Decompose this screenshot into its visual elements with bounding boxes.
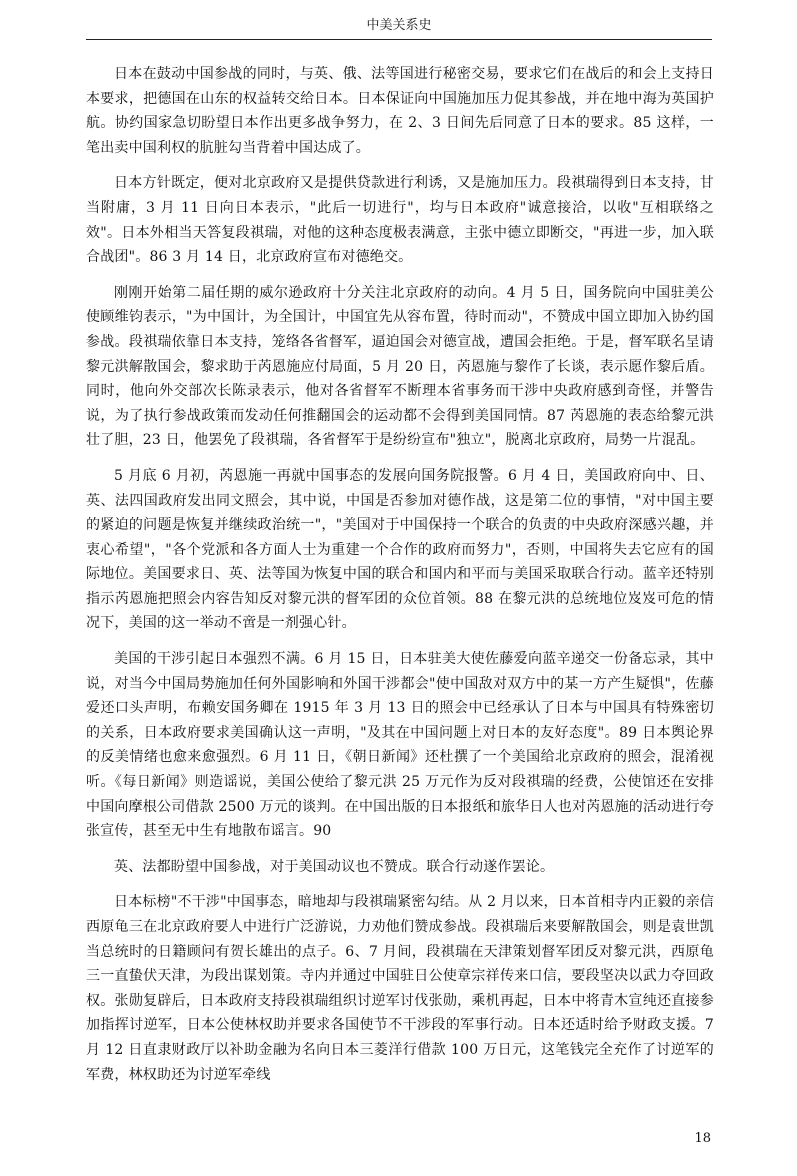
paragraph-2: 日本方针既定，便对北京政府又是提供贷款进行利诱，又是施加压力。段祺瑞得到日本支持，甘当附庸，3 月 11 日向日本表示，"此后一切进行"，均与日本政府"诚意接洽，以收"互相联络之效"。日本外相当天答复段祺瑞，对他的这种态度极表满意，主张中德立即断交，"再进一步，加入联合战团"。86 3 月 14 日，北京政府宣布对德绝交。: [86, 175, 714, 266]
header-rule: [86, 39, 712, 40]
paragraph-5: 美国的干涉引起日本强烈不满。6 月 15 日，日本驻美大使佐藤爱向蓝辛递交一份备忘录，其中说，对当今中国局势施加任何外国影响和外国干涉都会"使中国敌对双方中的某一方产生疑惧"，佐藤爱还口头声明，布赖安国务卿在 1915 年 3 月 13 日的照会中已经承认了日本与中国具有特殊密切的关系，日本政府要求美国确认这一声明，"及其在中国问题上对日本的友好态度"。89 日本舆论界的反美情绪也愈来愈强烈。6 月 11 日，《朝日新闻》还杜撰了一个美国给北京政府的照会，混淆视听。《每日新闻》则造谣说，美国公使给了黎元洪 25 万元作为反对段祺瑞的经费，公使馆还在安排中国向摩根公司借款 2500 万元的谈判。在中国出版的日本报纸和旅华日人也对芮恩施的活动进行夸张宣传，甚至无中生有地散布谣言。90: [86, 651, 714, 840]
page-number: 18: [694, 1131, 711, 1146]
paragraph-3: 刚刚开始第二届任期的威尔逊政府十分关注北京政府的动向。4 月 5 日，国务院向中国驻美公使顾维钧表示，"为中国计，为全国计，中国宜先从容布置，待时而动"，不赞成中国立即加入协约国参战。段祺瑞依靠日本支持，笼络各省督军，逼迫国会对德宣战，遭国会拒绝。于是，督军联名呈请黎元洪解散国会，黎求助于芮恩施应付局面，5 月 20 日，芮恩施与黎作了长谈，表示愿作黎后盾。同时，他向外交部次长陈录表示，他对各省督军不断理本省事务而干涉中央政府感到奇怪，并警告说，为了执行参战政策而发动任何推翻国会的运动都不会得到美国同情。87 芮恩施的表态给黎元洪壮了胆，23 日，他罢免了段祺瑞，各省督军于是纷纷宣布"独立"，脱离北京政府，局势一片混乱。: [86, 284, 714, 449]
running-head-title: 中美关系史: [366, 18, 432, 33]
paragraph-6: 英、法都盼望中国参战，对于美国动议也不赞成。联合行动遂作罢论。: [114, 858, 555, 875]
paragraph-7: 日本标榜"不干涉"中国事态，暗地却与段祺瑞紧密勾结。从 2 月以来，日本首相寺内正毅的亲信西原龟三在北京政府要人中进行广泛游说，力劝他们赞成参战。段祺瑞后来要解散国会，则是袁世凯当总统时的日籍顾问有贺长雄出的点子。6、7 月间，段祺瑞在天津策划督军团反对黎元洪，西原龟三一直蛰伏天津，为段出谋划策。寺内并通过中国驻日公使章宗祥传来口信，要段坚决以武力夺回政权。张勋复辟后，日本政府支持段祺瑞组织讨逆军讨伐张勋，乘机再起，日本中将青木宣纯还直接参加指挥讨逆军，日本公使林权助并要求各国使节不干涉段的军事行动。日本还适时给予财政支援。7 月 12 日直隶财政厅以补助金融为名向日本三菱洋行借款 100 万日元，这笔钱完全充作了讨逆军的军费，林权助还为讨逆军牵线: [86, 894, 714, 1083]
paragraph-4: 5 月底 6 月初，芮恩施一再就中国事态的发展向国务院报警。6 月 4 日，美国政府向中、日、英、法四国政府发出同文照会，其中说，中国是否参加对德作战，这是第二位的事情，"对中国主要的紧迫的问题是恢复并继续政治统一"，"美国对于中国保持一个联合的负责的中央政府深感兴趣，并衷心希望"，"各个党派和各方面人士为重建一个合作的政府而努力"，否则，中国将失去它应有的国际地位。美国要求日、英、法等国为恢复中国的联合和国内和平而与美国采取联合行动。蓝辛还特别指示芮恩施把照会内容告知反对黎元洪的督军团的众位首领。88 在黎元洪的总统地位岌岌可危的情况下，美国的这一举动不啻是一剂强心针。: [86, 467, 714, 632]
paragraph-1: 日本在鼓动中国参战的同时，与英、俄、法等国进行秘密交易，要求它们在战后的和会上支持日本要求，把德国在山东的权益转交给日本。日本保证向中国施加压力促其参战，并在地中海为英国护航。协约国家急切盼望日本作出更多战争努力，在 2、3 日间先后同意了日本的要求。85 这样，一笔出卖中国利权的肮脏勾当背着中国达成了。: [86, 66, 714, 156]
body-text: [86, 62, 714, 1098]
